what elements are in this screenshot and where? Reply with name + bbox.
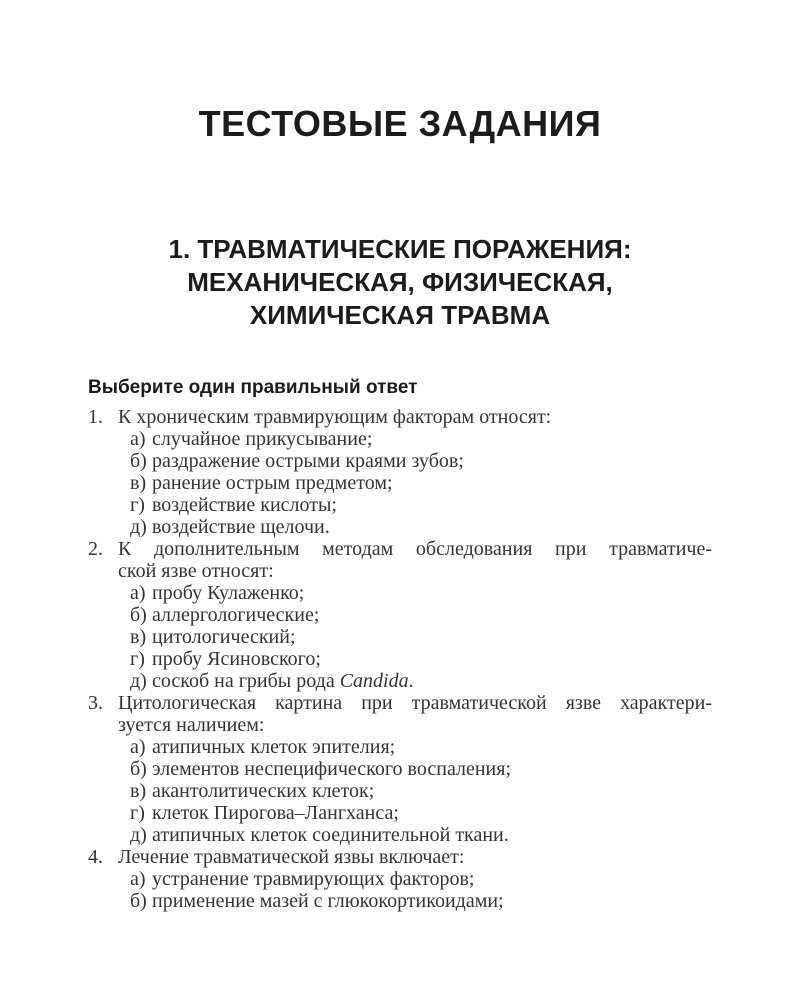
section-heading-line-2: МЕХАНИЧЕСКАЯ, ФИЗИЧЕСКАЯ, (187, 267, 613, 297)
question-option (130, 428, 712, 450)
option-label: а) (130, 868, 146, 890)
question-option (130, 604, 712, 626)
option-label: а) (130, 736, 146, 758)
option-text: случайное прикусывание; (152, 428, 373, 450)
option-text: пробу Ясиновского; (152, 648, 321, 670)
question-number: 4. (88, 846, 103, 868)
question-text-line: Лечение травматической язвы включает: (118, 846, 465, 868)
question-text-line: Цитологическая картина при травматической язве характери- (118, 692, 712, 714)
question-1 (88, 406, 712, 538)
option-text: аллергологические; (152, 604, 320, 626)
option-label: г) (130, 648, 145, 670)
option-label: б) (130, 890, 147, 912)
question-option (130, 802, 712, 824)
option-text: клеток Пирогова–Лангханса; (152, 802, 399, 824)
question-option (130, 626, 712, 648)
question-4 (88, 846, 712, 912)
option-label: б) (130, 450, 147, 472)
candida-italic-text: Candida (339, 670, 409, 692)
question-option (130, 890, 712, 912)
option-text: раздражение острыми краями зубов; (152, 450, 464, 472)
page-title: ТЕСТОВЫЕ ЗАДАНИЯ (198, 103, 602, 144)
question-text (118, 846, 712, 868)
option-text: пробу Кулаженко; (152, 582, 305, 604)
question-option (130, 450, 712, 472)
option-text: атипичных клеток соединительной ткани. (152, 824, 509, 846)
section-heading-line-1: 1. ТРАВМАТИЧЕСКИЕ ПОРАЖЕНИЯ: (168, 234, 632, 264)
option-text: ранение острым предметом; (152, 472, 393, 494)
question-number: 3. (88, 692, 103, 714)
option-label: г) (130, 494, 145, 516)
question-option (130, 648, 712, 670)
option-text: воздействие щелочи. (152, 516, 330, 538)
option-text-plain: соскоб на грибы рода (152, 670, 340, 692)
question-text-line: К хроническим травмирующим факторам относят: (118, 406, 552, 428)
question-option (130, 868, 712, 890)
question-option (130, 516, 712, 538)
question-option (130, 736, 712, 758)
question-text (118, 538, 712, 582)
question-option (130, 494, 712, 516)
option-label: в) (130, 626, 147, 648)
question-list (88, 406, 712, 912)
option-label: а) (130, 582, 146, 604)
option-label: д) (130, 824, 147, 846)
question-2 (88, 538, 712, 692)
option-text: элементов неспецифического воспаления; (152, 758, 512, 780)
question-option (130, 582, 712, 604)
question-text-line: зуется наличием: (118, 714, 265, 736)
question-text (118, 692, 712, 736)
option-text: устранение травмирующих факторов; (152, 868, 475, 890)
section-heading (88, 233, 712, 332)
question-text (118, 406, 712, 428)
option-text: атипичных клеток эпителия; (152, 736, 396, 758)
option-label: б) (130, 604, 147, 626)
option-text (152, 670, 414, 692)
question-number: 2. (88, 538, 103, 560)
option-label: а) (130, 428, 146, 450)
instruction-text: Выберите один правильный ответ (88, 377, 418, 398)
section-heading-line-3: ХИМИЧЕСКАЯ ТРАВМА (249, 300, 551, 330)
option-label: д) (130, 516, 147, 538)
question-option (130, 824, 712, 846)
question-option (130, 670, 712, 692)
option-label: в) (130, 780, 147, 802)
option-label: в) (130, 472, 147, 494)
option-text: цитологический; (152, 626, 296, 648)
question-number: 1. (88, 406, 103, 428)
option-text: воздействие кислоты; (152, 494, 337, 516)
question-text-line: ской язве относят: (118, 560, 274, 582)
question-option (130, 472, 712, 494)
question-3 (88, 692, 712, 846)
option-text-suffix: . (408, 670, 414, 692)
option-label: б) (130, 758, 147, 780)
option-text: акантолитических клеток; (152, 780, 375, 802)
option-label: г) (130, 802, 145, 824)
question-option (130, 758, 712, 780)
question-option (130, 780, 712, 802)
option-label: д) (130, 670, 147, 692)
question-text-line: К дополнительным методам обследования при травматиче- (118, 538, 712, 560)
option-text: применение мазей с глюкокортикоидами; (152, 890, 504, 912)
